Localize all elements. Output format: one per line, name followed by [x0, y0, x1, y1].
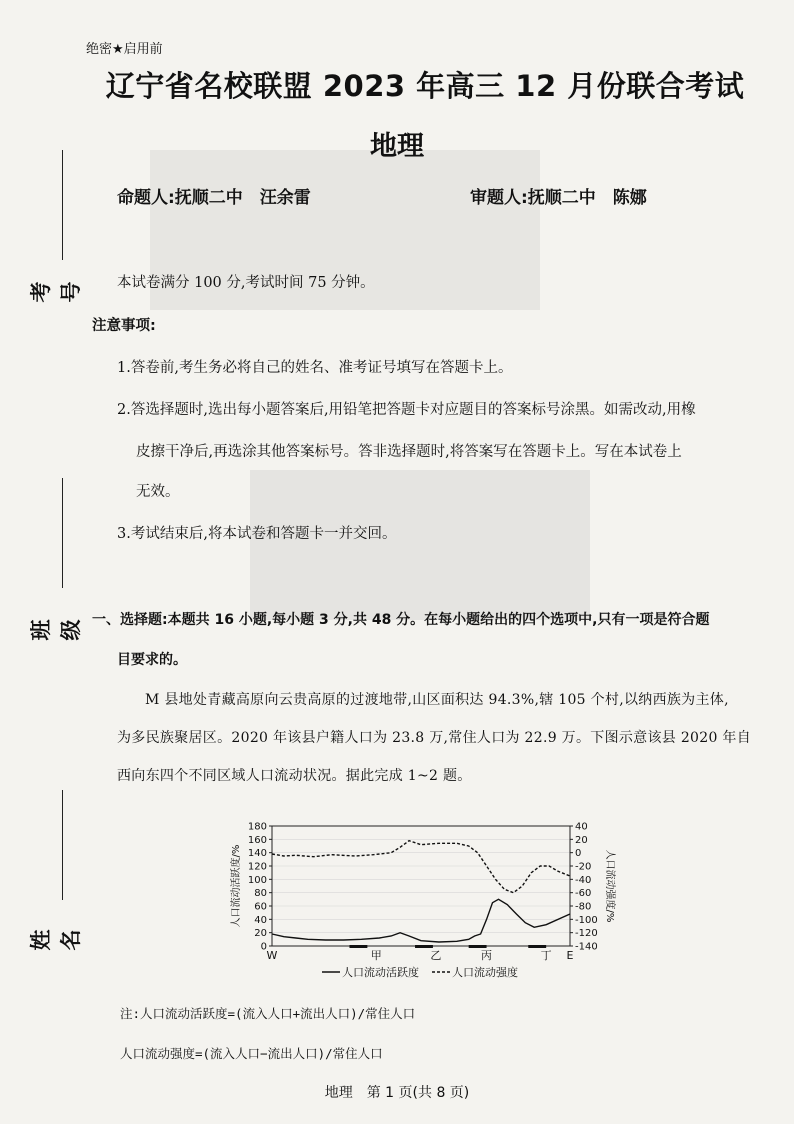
right-tick-label: -40	[575, 874, 592, 886]
left-tick-label: 100	[247, 874, 267, 886]
passage-line: 西向东四个不同区域人口流动状况。据此完成 1~2 题。	[117, 768, 472, 784]
section-heading: 一、选择题:本题共 16 小题,每小题 3 分,共 48 分。在每小题给出的四个选项中,只有一项是符合题	[92, 612, 710, 628]
population-flow-chart	[215, 812, 615, 987]
legend-label-intensity: 人口流动强度	[452, 966, 518, 979]
left-tick-label: 140	[247, 848, 267, 860]
left-axis-title: 人口流动活跃度/%	[231, 844, 242, 928]
note-activity: 注:人口流动活跃度=(流入人口+流出人口)/常住人口	[120, 1006, 416, 1021]
legend-label-activity: 人口流动活跃度	[342, 966, 419, 979]
left-tick-label: 20	[254, 928, 267, 940]
notice-item: 无效。	[136, 484, 180, 500]
author-left: 命题人:抚顺二中 汪余雷	[117, 188, 311, 208]
region-marker	[415, 945, 433, 948]
right-tick-label: -20	[575, 861, 592, 873]
name-line	[62, 790, 63, 900]
plot-frame	[272, 826, 570, 946]
x-tick-label: 丙	[481, 949, 493, 962]
right-tick-label: -60	[575, 888, 592, 900]
right-tick-label: 40	[575, 821, 588, 833]
page-footer: 地理 第 1 页(共 8 页)	[324, 1085, 470, 1101]
series-line-intensity	[272, 841, 570, 893]
region-marker	[528, 945, 546, 948]
notice-heading: 注意事项:	[92, 318, 156, 334]
notice-item: 皮擦干净后,再选涂其他答案标号。答非选择题时,将答案写在答题卡上。写在本试卷上	[136, 444, 682, 460]
left-tick-label: 80	[254, 888, 267, 900]
right-axis-title: 人口流动强度/%	[604, 849, 615, 923]
right-tick-label: 20	[575, 834, 588, 846]
x-tick-label: 丁	[540, 949, 552, 962]
subject-title: 地理	[370, 131, 424, 162]
right-tick-label: -120	[575, 928, 598, 940]
left-tick-label: 60	[254, 901, 267, 913]
right-tick-label: -140	[575, 941, 598, 953]
x-tick-label: E	[566, 949, 574, 962]
exam-no-line	[62, 150, 63, 260]
side-label-name: 姓名	[29, 929, 83, 951]
side-label-exam-no: 考号	[29, 281, 83, 303]
left-tick-label: 180	[247, 821, 267, 833]
x-tick-label: 甲	[370, 949, 382, 962]
note-intensity: 人口流动强度=(流入人口−流出人口)/常住人口	[120, 1046, 383, 1061]
class-line	[62, 478, 63, 588]
notice-item: 3.考试结束后,将本试卷和答题卡一并交回。	[117, 526, 397, 542]
left-tick-label: 0	[260, 941, 267, 953]
passage-line: M 县地处青藏高原向云贵高原的过渡地带,山区面积达 94.3%,辖 105 个村,以纳西族为主体,	[145, 692, 729, 708]
x-tick-label: 乙	[430, 949, 442, 962]
left-tick-label: 160	[247, 834, 267, 846]
right-tick-label: -80	[575, 901, 592, 913]
region-marker	[349, 945, 367, 948]
intro-text: 本试卷满分 100 分,考试时间 75 分钟。	[117, 275, 375, 291]
secret-mark: 绝密★启用前	[86, 42, 163, 57]
notice-item: 1.答卷前,考生务必将自己的姓名、准考证号填写在答题卡上。	[117, 360, 513, 376]
right-tick-label: -100	[575, 914, 598, 926]
side-label-class: 班级	[29, 619, 83, 641]
author-right: 审题人:抚顺二中 陈娜	[470, 188, 647, 208]
scan-shadow	[250, 470, 590, 620]
notice-item: 2.答选择题时,选出每小题答案后,用铅笔把答题卡对应题目的答案标号涂黑。如需改动,用橡	[117, 402, 696, 418]
section-heading-cont: 目要求的。	[117, 652, 187, 668]
passage-line: 为多民族聚居区。2020 年该县户籍人口为 23.8 万,常住人口为 22.9 万。下图示意该县 2020 年自	[117, 730, 752, 746]
exam-title: 辽宁省名校联盟 2023 年高三 12 月份联合考试	[105, 69, 745, 103]
left-tick-label: 40	[254, 914, 267, 926]
left-tick-label: 120	[247, 861, 267, 873]
x-tick-label: W	[266, 949, 278, 962]
region-marker	[469, 945, 487, 948]
right-tick-label: 0	[575, 848, 582, 860]
